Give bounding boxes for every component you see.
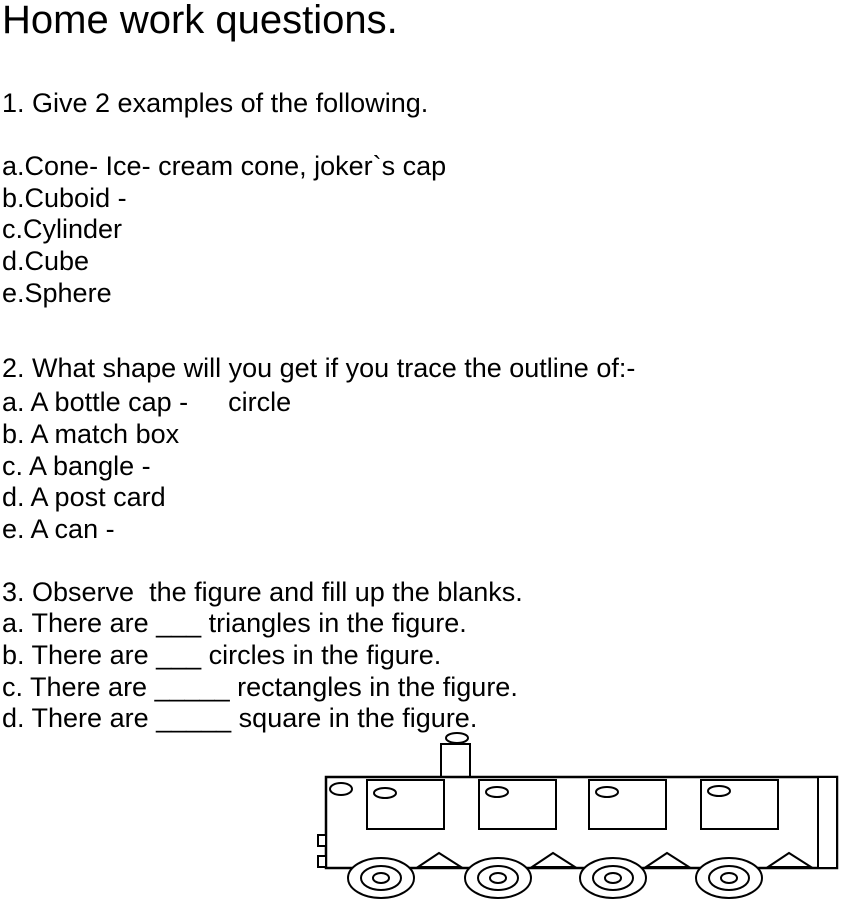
window-2-circle bbox=[486, 787, 508, 797]
q2-answer-circle: circle bbox=[228, 387, 292, 417]
q2-item-post-card: d. A post card bbox=[2, 482, 166, 512]
window-1-circle bbox=[374, 788, 396, 798]
q2-item-bangle: c. A bangle - bbox=[2, 451, 151, 481]
window-3-circle bbox=[596, 787, 618, 797]
coupler-lower bbox=[318, 856, 326, 867]
q1-item-sphere: e.Sphere bbox=[2, 278, 112, 308]
q3-item-squares: d. There are _____ square in the figure. bbox=[2, 703, 478, 733]
q1-item-cone: a.Cone- Ice- cream cone, joker`s cap bbox=[2, 151, 447, 181]
q1-item-cylinder: c.Cylinder bbox=[2, 214, 123, 244]
wheel-3 bbox=[580, 858, 646, 898]
chimney-cap bbox=[446, 733, 468, 743]
q2-item-bottle-cap-label: a. A bottle cap - bbox=[2, 387, 189, 417]
question-2-heading: 2. What shape will you get if you trace the outline of:- bbox=[2, 353, 636, 383]
q1-item-cube: d.Cube bbox=[2, 246, 90, 276]
question-1-heading: 1. Give 2 examples of the following. bbox=[2, 88, 429, 118]
q2-item-bottle-cap bbox=[2, 389, 291, 416]
window-4-circle bbox=[708, 786, 730, 796]
wheel-2 bbox=[465, 858, 531, 898]
q3-item-triangles: a. There are ___ triangles in the figure. bbox=[2, 608, 467, 638]
page-title: Home work questions. bbox=[2, 0, 398, 42]
window-1 bbox=[367, 780, 444, 829]
q2-item-match-box: b. A match box bbox=[2, 419, 180, 449]
train-end-panel bbox=[818, 777, 837, 868]
wheel-4 bbox=[696, 858, 762, 898]
q2-item-can: e. A can - bbox=[2, 514, 115, 544]
train-figure bbox=[312, 728, 846, 900]
chimney bbox=[441, 744, 470, 778]
coupler-upper bbox=[318, 835, 326, 846]
question-3-heading: 3. Observe the figure and fill up the blanks. bbox=[2, 577, 523, 607]
wheel-1 bbox=[348, 858, 414, 898]
q3-item-rectangles: c. There are _____ rectangles in the figure. bbox=[2, 672, 518, 702]
q3-item-circles: b. There are ___ circles in the figure. bbox=[2, 640, 442, 670]
q1-item-cuboid: b.Cuboid - bbox=[2, 183, 127, 213]
headlight bbox=[330, 783, 352, 795]
